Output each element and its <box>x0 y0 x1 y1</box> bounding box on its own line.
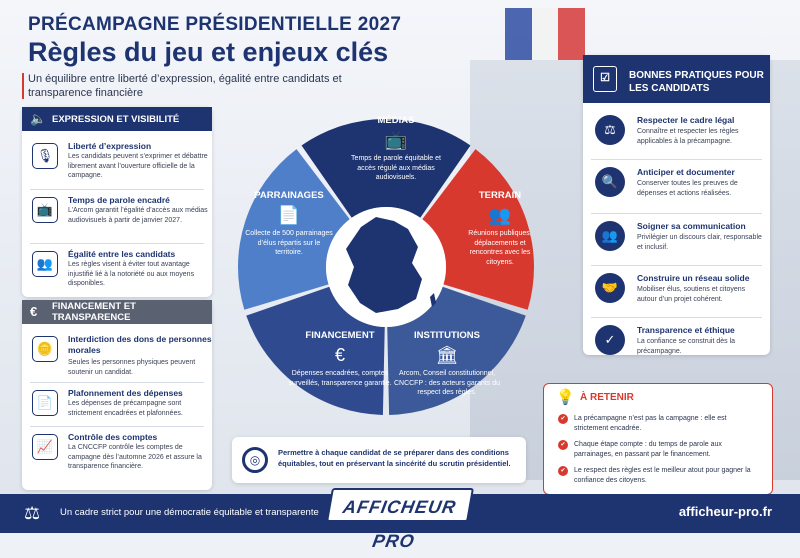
wheel-label-parrainages <box>244 190 334 258</box>
item-desc: Seules les personnes physiques peuvent soutenir un candidat. <box>68 359 196 376</box>
expression-title: EXPRESSION ET VISIBILITÉ <box>52 113 180 125</box>
item-desc: Privilégier un discours clair, responsable et inclusif. <box>637 234 762 251</box>
segment-desc: Arcom, Conseil constitutionnel, CNCCFP : des acteurs garants du respect des règles. <box>393 370 501 396</box>
magnifier-icon: 🔍 <box>595 167 625 197</box>
segment-icon: 🏛 <box>435 345 459 365</box>
segment-icon: 👥 <box>488 205 512 225</box>
item-title: Plafonnement des dépenses <box>68 388 183 398</box>
segment-icon: 📄 <box>277 205 301 225</box>
retain-item: ✔ Le respect des règles est le meilleur atout pour gagner la confiance des citoyens. <box>558 466 758 485</box>
scales-icon: ⚖ <box>24 503 41 523</box>
document-icon: 📄 <box>32 390 58 416</box>
divider <box>591 265 762 266</box>
list-item <box>28 191 206 251</box>
divider <box>30 426 204 427</box>
item-desc: La confiance se construit dès la précampagne. <box>637 338 736 355</box>
item-title: Transparence et éthique <box>637 325 735 335</box>
list-item <box>591 163 762 215</box>
tv-icon: 📺 <box>32 197 58 223</box>
retain-item: ✔ La précampagne n’est pas la campagne : elle est strictement encadrée. <box>558 414 758 433</box>
list-item <box>591 269 762 321</box>
finance-title: FINANCEMENT ET TRANSPARENCE <box>52 301 136 323</box>
finance-header <box>22 300 212 324</box>
goal-text: Permettre à chaque candidat de se préparer dans des conditions équitables, tout en préservant la sincérité du scrutin présidentiel. <box>278 448 511 468</box>
item-title: Liberté d’expression <box>68 141 152 151</box>
item-desc: La CNCCFP contrôle les comptes de campagne dès l’automne 2026 et assure la transparence financière. <box>68 444 202 470</box>
list-item <box>28 330 212 390</box>
microphone-icon: 🎙 <box>32 143 58 169</box>
segment-title: FINANCEMENT <box>305 330 375 341</box>
segment-icon: € <box>334 345 345 365</box>
item-desc: Les règles visent à éviter tout avantage injustifié lié à la notoriété ou aux moyens disponibles. <box>68 261 195 287</box>
segment-desc: Réunions publiques, déplacements et rencontres avec les citoyens. <box>468 230 532 266</box>
retain-title: À RETENIR <box>580 392 634 403</box>
segment-icon: 📺 <box>384 130 408 150</box>
segment-title: INSTITUTIONS <box>414 330 480 341</box>
accent-bar <box>22 73 24 99</box>
wheel-label-medias <box>346 115 446 183</box>
finance-panel <box>22 300 212 490</box>
wheel-label-institutions <box>392 330 502 398</box>
retain-box <box>543 383 773 495</box>
item-desc: Les dépenses de précampagne sont strictement encadrées et plafonnées. <box>68 400 183 417</box>
segment-desc: Collecte de 500 parrainages d’élus répartis sur le territoire. <box>245 230 333 256</box>
item-desc: L’Arcom garantit l’égalité d’accès aux médias audiovisuels à partir de janvier 2027. <box>68 207 208 224</box>
list-item <box>28 428 206 488</box>
coins-icon: 🪙 <box>32 336 58 362</box>
scales-icon: ⚖ <box>595 115 625 145</box>
item-title: Temps de parole encadré <box>68 195 170 205</box>
practices-panel <box>583 55 770 355</box>
divider <box>591 213 762 214</box>
target-icon: ◎ <box>242 447 268 473</box>
checklist-icon: ☑ <box>593 66 617 92</box>
segment-title: MÉDIAS <box>377 115 415 126</box>
item-desc: Connaître et respecter les règles applicables à la précampagne. <box>637 128 739 145</box>
shield-icon: ✓ <box>595 325 625 355</box>
footer-tagline: Un cadre strict pour une démocratie équitable et transparente <box>60 507 319 518</box>
wheel-label-financement <box>288 330 392 388</box>
segment-title: PARRAINAGES <box>254 190 324 201</box>
list-item <box>591 321 762 373</box>
page-kicker: PRÉCAMPAGNE PRÉSIDENTIELLE 2027 <box>28 14 402 35</box>
divider <box>30 382 204 383</box>
practices-header <box>583 55 770 103</box>
euro-icon: € <box>30 304 38 319</box>
wheel-label-terrain <box>459 190 541 267</box>
item-desc: Les candidats peuvent s’exprimer et débattre librement avant l’ouverture officielle de la campagne. <box>68 153 208 179</box>
goal-box <box>232 437 526 483</box>
lightbulb-icon: 💡 <box>556 389 575 406</box>
expression-panel <box>22 107 212 297</box>
footer-url[interactable]: afficheur-pro.fr <box>678 504 772 519</box>
item-title: Interdiction des dons de personnes morales <box>68 334 212 355</box>
item-title: Soigner sa communication <box>637 221 746 231</box>
item-desc: Mobiliser élus, soutiens et citoyens autour d’un projet cohérent. <box>637 286 746 303</box>
item-title: Égalité entre les candidats <box>68 249 176 259</box>
list-item <box>591 111 762 163</box>
french-flag-icon <box>505 8 585 60</box>
list-item <box>28 245 206 305</box>
group-icon: 👥 <box>32 251 58 277</box>
page-title: Règles du jeu et enjeux clés <box>28 37 389 67</box>
people-icon: 👥 <box>595 221 625 251</box>
retain-item: ✔ Chaque étape compte : du temps de parole aux parrainages, en passant par le financement. <box>558 440 758 459</box>
item-title: Anticiper et documenter <box>637 167 735 177</box>
segment-title: TERRAIN <box>478 190 522 201</box>
chart-icon: 📈 <box>32 434 58 460</box>
item-title: Construire un réseau solide <box>637 273 750 283</box>
page-subtitle: Un équilibre entre liberté d’expression, égalité entre candidats et transparence financière <box>28 73 342 99</box>
expression-header <box>22 107 212 131</box>
list-item <box>28 137 206 197</box>
divider <box>30 189 204 190</box>
divider <box>30 243 204 244</box>
segment-desc: Dépenses encadrées, comptes surveillés, transparence garantie. <box>288 370 392 387</box>
list-item <box>591 217 762 269</box>
footer <box>0 494 800 551</box>
segment-desc: Temps de parole équitable et accès régulé aux médias audiovisuels. <box>351 155 441 181</box>
divider <box>591 159 762 160</box>
divider <box>591 317 762 318</box>
handshake-icon: 🤝 <box>595 273 625 303</box>
item-title: Respecter le cadre légal <box>637 115 735 125</box>
item-title: Contrôle des comptes <box>68 432 158 442</box>
brand-logo: AFFICHEUR PRO <box>326 488 474 522</box>
speaker-icon: 🔈 <box>30 111 47 126</box>
practices-title: BONNES PRATIQUES POUR LES CANDIDATS <box>629 70 764 94</box>
item-desc: Conserver toutes les preuves de dépenses et actions réalisées. <box>637 180 738 197</box>
